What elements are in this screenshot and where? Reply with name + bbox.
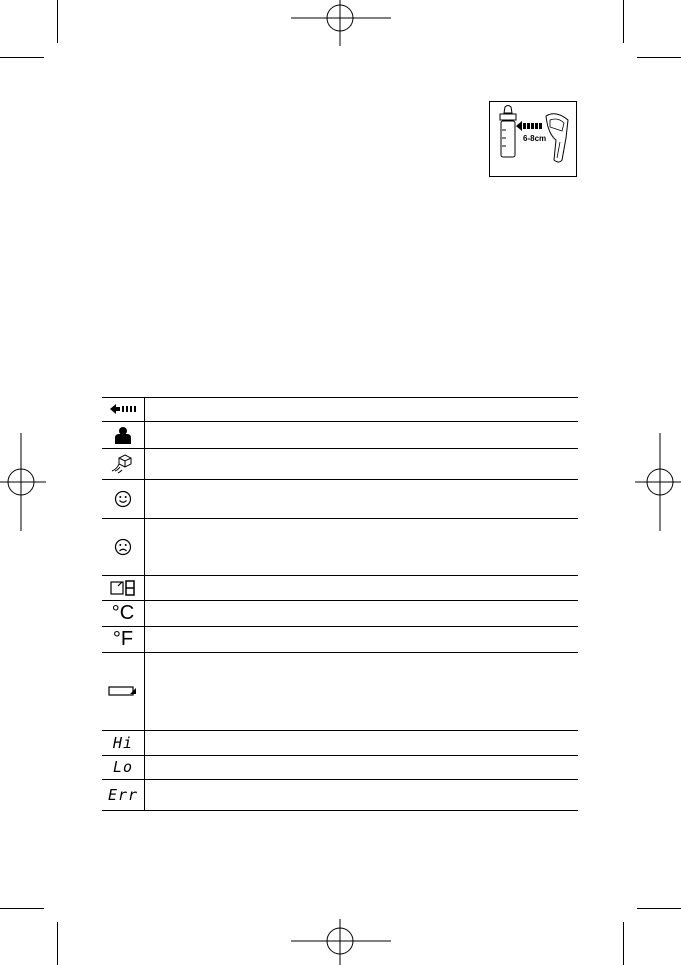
celsius-icon: °C [111, 602, 135, 624]
registration-mark-bottom [291, 919, 391, 965]
bottle-thermometer-illustration [489, 101, 577, 177]
memory-icon [102, 575, 144, 600]
hi-icon: Hi [112, 733, 134, 752]
lo-icon: Lo [112, 758, 134, 776]
registration-mark-left [0, 433, 46, 531]
body-mode-icon [102, 421, 144, 448]
registration-mark-top [291, 0, 391, 46]
low-battery-icon [102, 652, 144, 730]
err-icon: Err [107, 785, 139, 804]
object-mode-icon [102, 448, 144, 479]
fahrenheit-icon: °F [112, 628, 134, 650]
distance-arrow-icon [102, 397, 144, 421]
distance-label: 6-8cm [523, 134, 547, 143]
registration-mark-right [635, 433, 681, 531]
happy-face-icon [102, 479, 144, 518]
symbol-table [102, 397, 578, 811]
sad-face-icon [102, 518, 144, 575]
